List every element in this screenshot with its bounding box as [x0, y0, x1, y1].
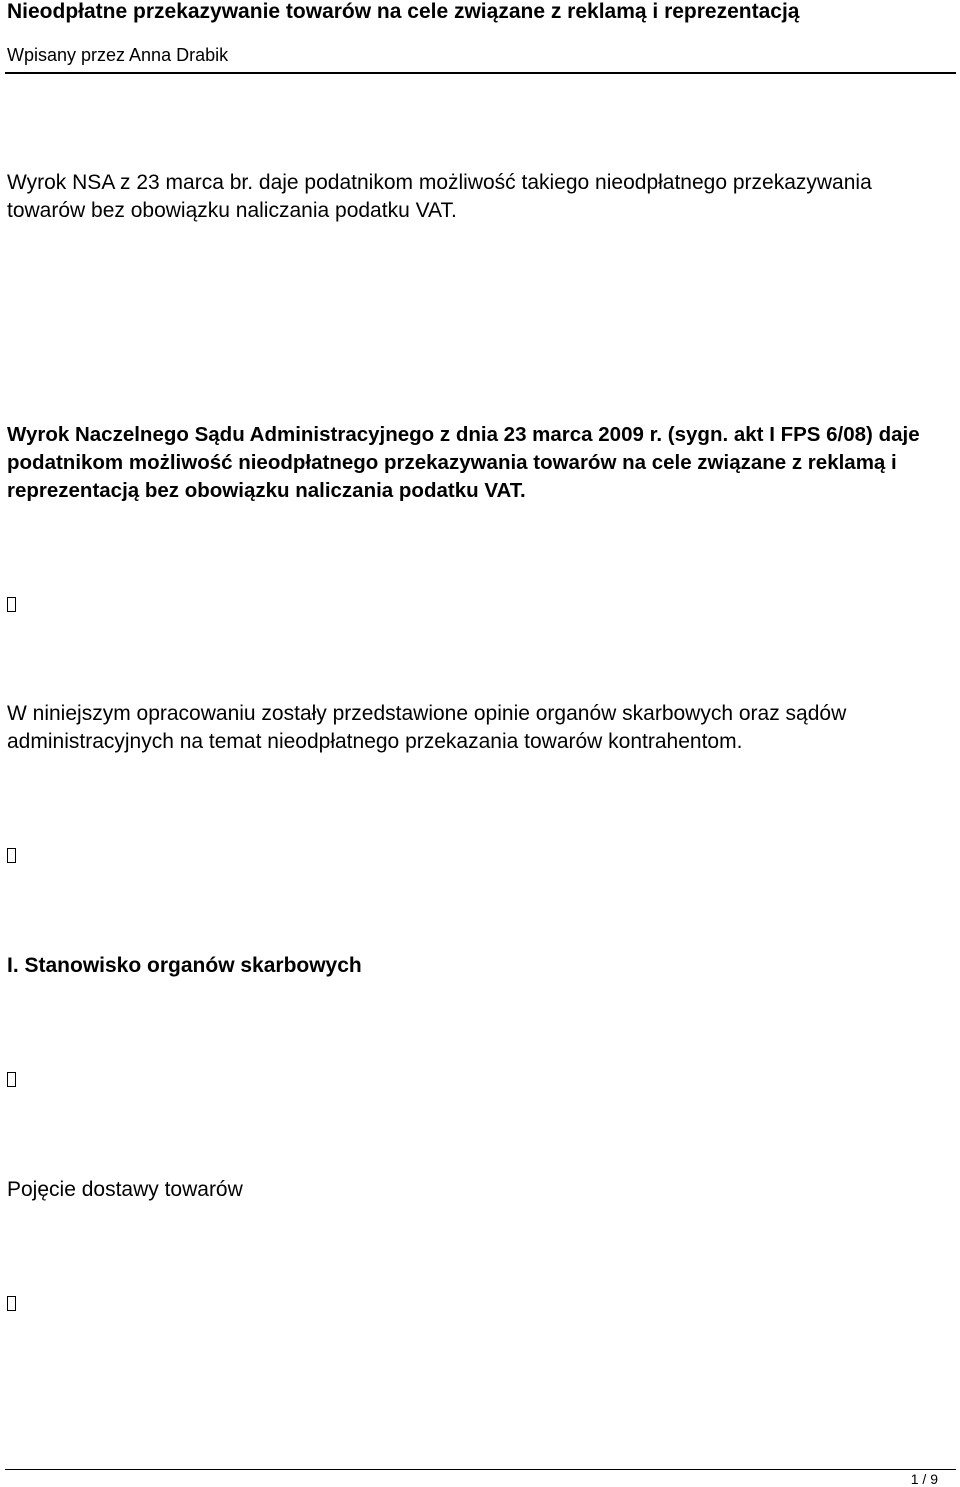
subheading: Pojęcie dostawy towarów — [7, 1178, 243, 1201]
author-line: Wpisany przez Anna Drabik — [7, 45, 229, 65]
page-number: 1 / 9 — [910, 1471, 938, 1487]
missing-glyph-icon — [7, 597, 16, 612]
section-heading: I. Stanowisko organów skarbowych — [7, 954, 362, 977]
lead-paragraph: Wyrok Naczelnego Sądu Administracyjnego z dnia 23 marca 2009 r. (sygn. akt I FPS 6/08) daje podatnikom możliwość nieodpłatnego przekazywania towarów na cele związane z reklamą i reprezentacją bez obowiązku naliczania podatku VAT. — [7, 423, 920, 502]
missing-glyph-icon — [7, 1072, 16, 1087]
header-divider — [5, 72, 956, 74]
intro-paragraph: Wyrok NSA z 23 marca br. daje podatnikom możliwość takiego nieodpłatnego przekazywania towarów bez obowiązku naliczania podatku VAT. — [7, 171, 872, 222]
footer-divider — [5, 1469, 956, 1470]
document-title: Nieodpłatne przekazywanie towarów na cele związane z reklamą i reprezentacją — [7, 0, 800, 23]
missing-glyph-icon — [7, 1296, 16, 1311]
missing-glyph-icon — [7, 848, 16, 863]
body-paragraph: W niniejszym opracowaniu zostały przedstawione opinie organów skarbowych oraz sądów administracyjnych na temat nieodpłatnego przekazania towarów kontrahentom. — [7, 702, 847, 753]
